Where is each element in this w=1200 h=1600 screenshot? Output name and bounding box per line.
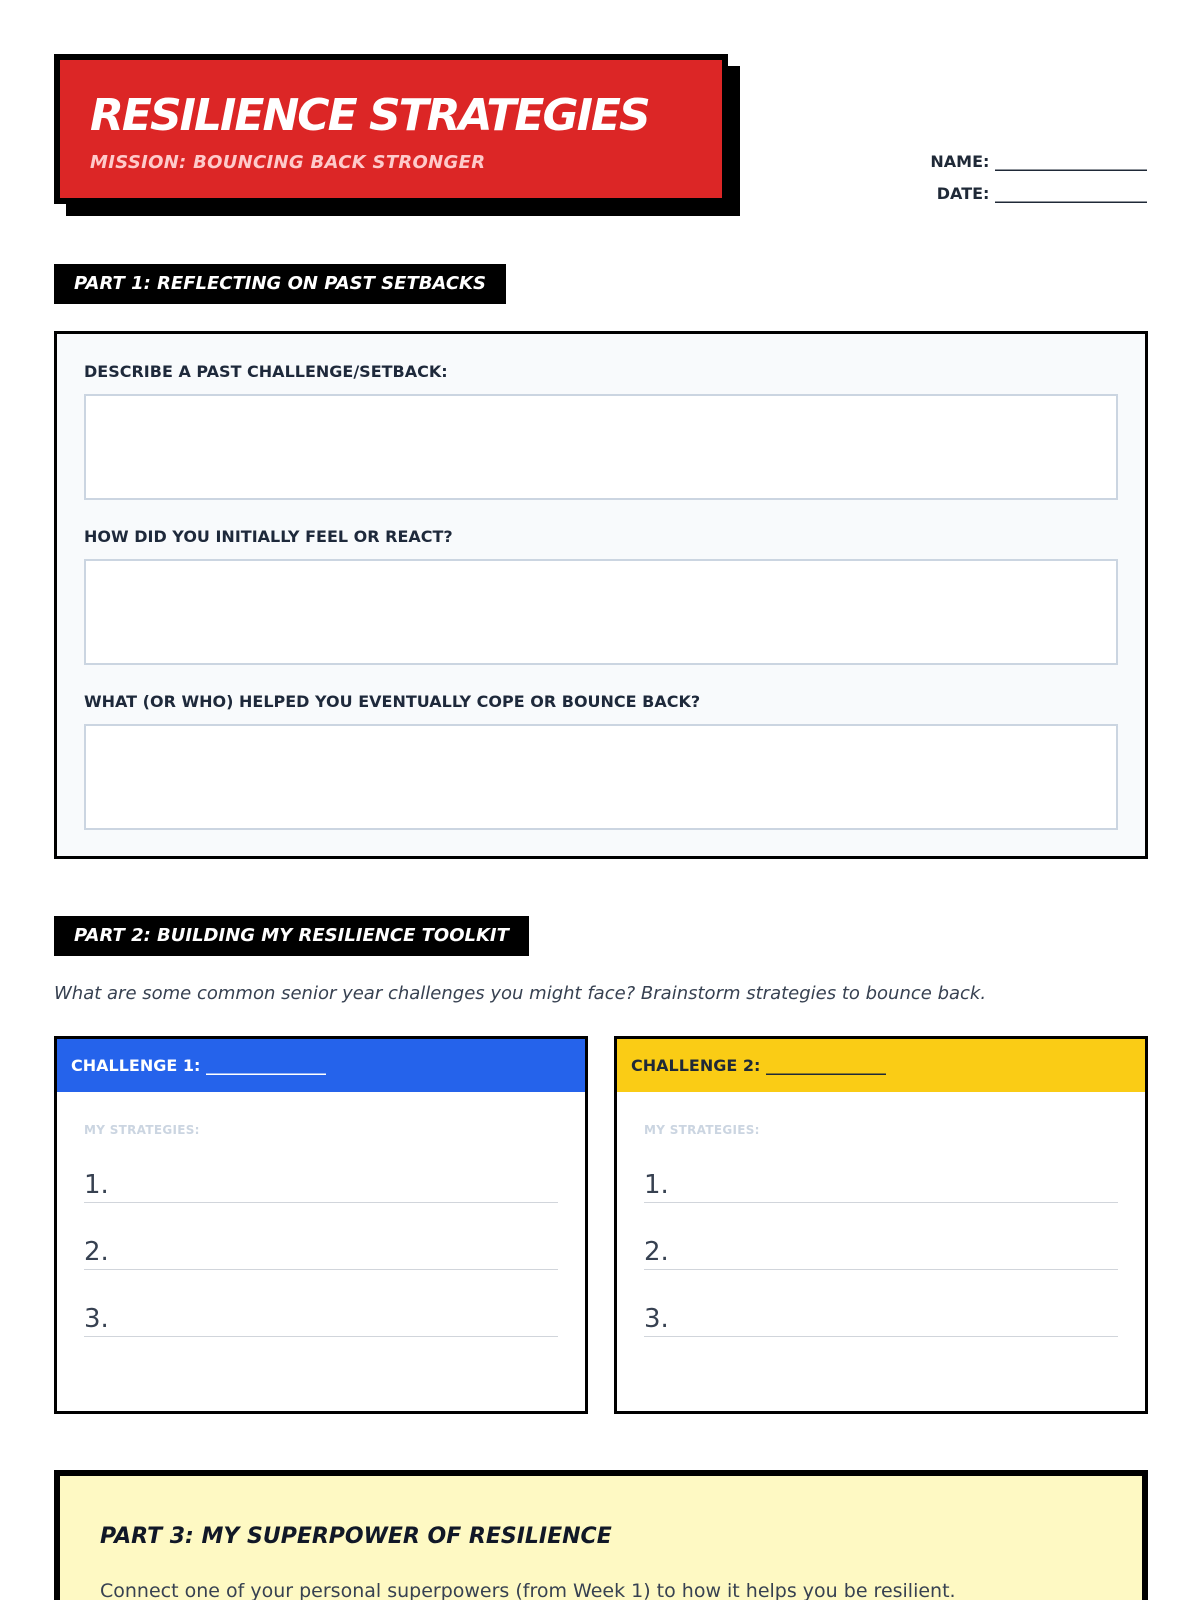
question-label: WHAT (OR WHO) HELPED YOU EVENTUALLY COPE OR BOUNCE BACK? [84, 692, 701, 711]
question-label: HOW DID YOU INITIALLY FEEL OR REACT? [84, 527, 453, 546]
part2-heading: PART 2: BUILDING MY RESILIENCE TOOLKIT [54, 916, 529, 956]
strategy-line[interactable]: 2. [84, 1234, 558, 1270]
strategy-line[interactable]: 3. [644, 1301, 1118, 1337]
part1-heading: PART 1: REFLECTING ON PAST SETBACKS [54, 264, 506, 304]
challenge-title[interactable]: CHALLENGE 1: _______________ [57, 1039, 585, 1092]
part3-heading: PART 3: MY SUPERPOWER OF RESILIENCE [100, 1524, 612, 1549]
title-banner [54, 54, 728, 204]
part3-instructions: Connect one of your personal superpowers (from Week 1) to how it helps you be resilient. [100, 1580, 956, 1600]
question-label: DESCRIBE A PAST CHALLENGE/SETBACK: [84, 362, 448, 381]
name-field[interactable]: NAME: ___________________ [930, 152, 1147, 171]
challenge-card-1 [54, 1036, 588, 1414]
page-subtitle: MISSION: BOUNCING BACK STRONGER [90, 152, 486, 173]
strategy-line[interactable]: 2. [644, 1234, 1118, 1270]
answer-box-challenge[interactable] [84, 394, 1118, 500]
strategies-label: MY STRATEGIES: [84, 1123, 200, 1137]
part2-intro: What are some common senior year challenges you might face? Brainstorm strategies to bounce back. [54, 983, 987, 1004]
strategy-line[interactable]: 1. [644, 1167, 1118, 1203]
part1-panel [54, 331, 1148, 859]
challenge-card-2 [614, 1036, 1148, 1414]
answer-box-coping[interactable] [84, 724, 1118, 830]
strategy-line[interactable]: 3. [84, 1301, 558, 1337]
part3-panel [54, 1470, 1148, 1600]
strategy-line[interactable]: 1. [84, 1167, 558, 1203]
answer-box-feeling[interactable] [84, 559, 1118, 665]
strategies-label: MY STRATEGIES: [644, 1123, 760, 1137]
date-field[interactable]: DATE: ___________________ [936, 184, 1147, 203]
page-title: RESILIENCE STRATEGIES [90, 90, 649, 141]
student-info [930, 150, 1147, 214]
challenge-title[interactable]: CHALLENGE 2: _______________ [617, 1039, 1145, 1092]
